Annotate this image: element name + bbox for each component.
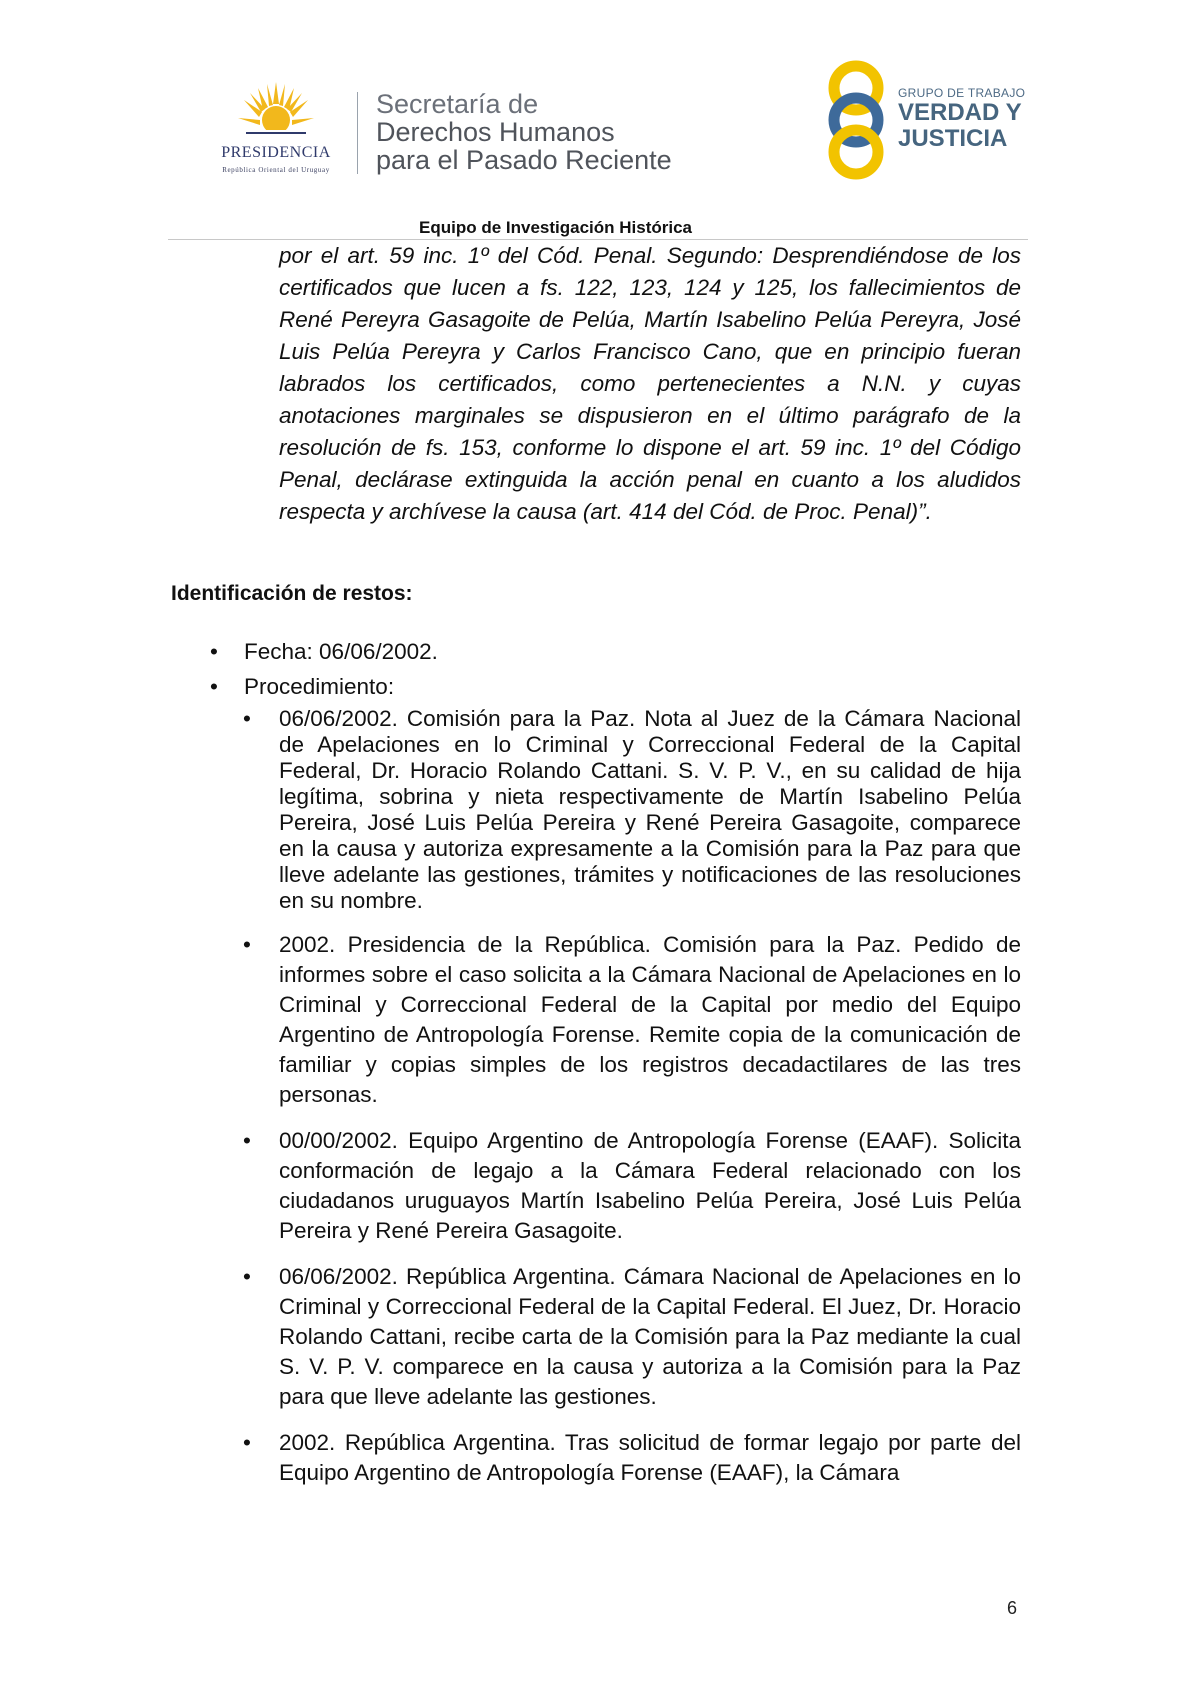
procedure-text: 2002. Presidencia de la República. Comisión para la Paz. Pedido de informes sobre el caso solicita a la Cámara Nacional de Apelaciones en lo Criminal y Correccional Federal de la Capital por medio del Equipo Argentino de Antropología Forense. Remite copia de la comunicación de familiar y copias simples de los registros decadactilares de las tres personas. — [279, 932, 1021, 1107]
secretaria-title — [376, 90, 672, 174]
gtvj-text — [898, 86, 1025, 152]
page-header — [0, 0, 1191, 240]
bullet-icon: • — [243, 932, 251, 957]
quote-paragraph: por el art. 59 inc. 1º del Cód. Penal. Segundo: Desprendiéndose de los certificados que lucen a fs. 122, 123, 124 y 125, los fallecimientos de René Pereyra Gasagoite de Pelúa, Martín Isabelino Pelúa Pereyra, José Luis Pelúa Pereyra y Carlos Francisco Cano, que en principio fueran labrados los certificados, como pertenecientes a N.N. y cuyas anotaciones marginales se dispusieron en el último parágrafo de la resolución de fs. 153, conforme lo dispone el art. 59 inc. 1º del Código Penal, declárase extinguida la acción penal en cuanto a los aludidos respecta y archívese la causa (art. 414 del Cód. de Proc. Penal)”. — [279, 243, 1021, 524]
bullet-icon: • — [243, 706, 251, 731]
presidencia-wordmark: PRESIDENCIA — [221, 144, 331, 161]
gtvj-logo — [818, 58, 1038, 183]
presidencia-logo — [196, 80, 356, 180]
procedure-text: 2002. República Argentina. Tras solicitud de formar legajo por parte del Equipo Argentino de Antropología Forense (EAAF), la Cámara — [279, 1430, 1021, 1485]
secretaria-line1: Secretaría de — [376, 89, 539, 119]
gtvj-verdad: VERDAD Y — [898, 99, 1022, 126]
secretaria-line3: para el Pasado Reciente — [376, 145, 672, 175]
gtvj-justicia: JUSTICIA — [898, 125, 1008, 152]
bullet-text: Fecha: 06/06/2002. — [244, 639, 438, 664]
team-heading-text: Equipo de Investigación Histórica — [419, 218, 692, 237]
bullet-icon: • — [243, 1128, 251, 1153]
procedure-text: 06/06/2002. República Argentina. Cámara Nacional de Apelaciones en lo Criminal y Correccional Federal de la Capital Federal. El Juez, Dr. Horacio Rolando Cattani, recibe carta de la Comisión para la Paz mediante la cual S. V. P. V. comparece en la causa y autoriza a la Comisión para la Paz para que lleve adelante las gestiones. — [279, 1264, 1021, 1409]
procedure-list — [243, 706, 1021, 1488]
section-title: Identificación de restos: — [171, 582, 413, 605]
list-item — [210, 671, 1020, 703]
bullet-text: Procedimiento: — [244, 674, 395, 699]
team-heading — [0, 218, 1191, 238]
bullet-icon: • — [243, 1264, 251, 1289]
bullet-icon: • — [210, 674, 218, 699]
gtvj-top-line: GRUPO DE TRABAJO — [898, 86, 1026, 100]
procedure-text: 06/06/2002. Comisión para la Paz. Nota al Juez de la Cámara Nacional de Apelaciones en lo Criminal y Correccional Federal de la Capital Federal, Dr. Horacio Rolando Cattani. S. V. P. V., en su calidad de hija legítima, sobrina y nieta respectivamente de Martín Isabelino Pelúa Pereira, José Luis Pelúa Pereira y René Pereira Gasagoite, comparece en la causa y autoriza expresamente a la Comisión para la Paz para que lleve adelante las gestiones, trámites y notificaciones de las resoluciones en su nombre. — [279, 706, 1021, 913]
bullet-list — [210, 636, 1020, 706]
sun-emblem-icon — [236, 80, 316, 138]
linked-rings-icon — [818, 58, 898, 183]
bullet-icon: • — [210, 639, 218, 664]
list-item — [243, 1262, 1021, 1412]
bullet-icon: • — [243, 1430, 251, 1455]
list-item — [243, 1126, 1021, 1246]
list-item — [243, 1428, 1021, 1488]
secretaria-line2: Derechos Humanos — [376, 117, 615, 147]
procedure-text: 00/00/2002. Equipo Argentino de Antropología Forense (EAAF). Solicita conformación de legajo a la Cámara Federal relacionado con los ciudadanos uruguayos Martín Isabelino Pelúa Pereira, José Luis Pelúa Pereira y René Pereira Gasagoite. — [279, 1128, 1021, 1243]
quoted-resolution — [279, 240, 1021, 528]
list-item — [243, 930, 1021, 1110]
header-divider — [357, 92, 358, 174]
list-item — [243, 706, 1021, 914]
list-item — [210, 636, 1020, 668]
page-number: 6 — [1007, 1598, 1018, 1618]
presidencia-subtitle: República Oriental del Uruguay — [222, 166, 330, 174]
